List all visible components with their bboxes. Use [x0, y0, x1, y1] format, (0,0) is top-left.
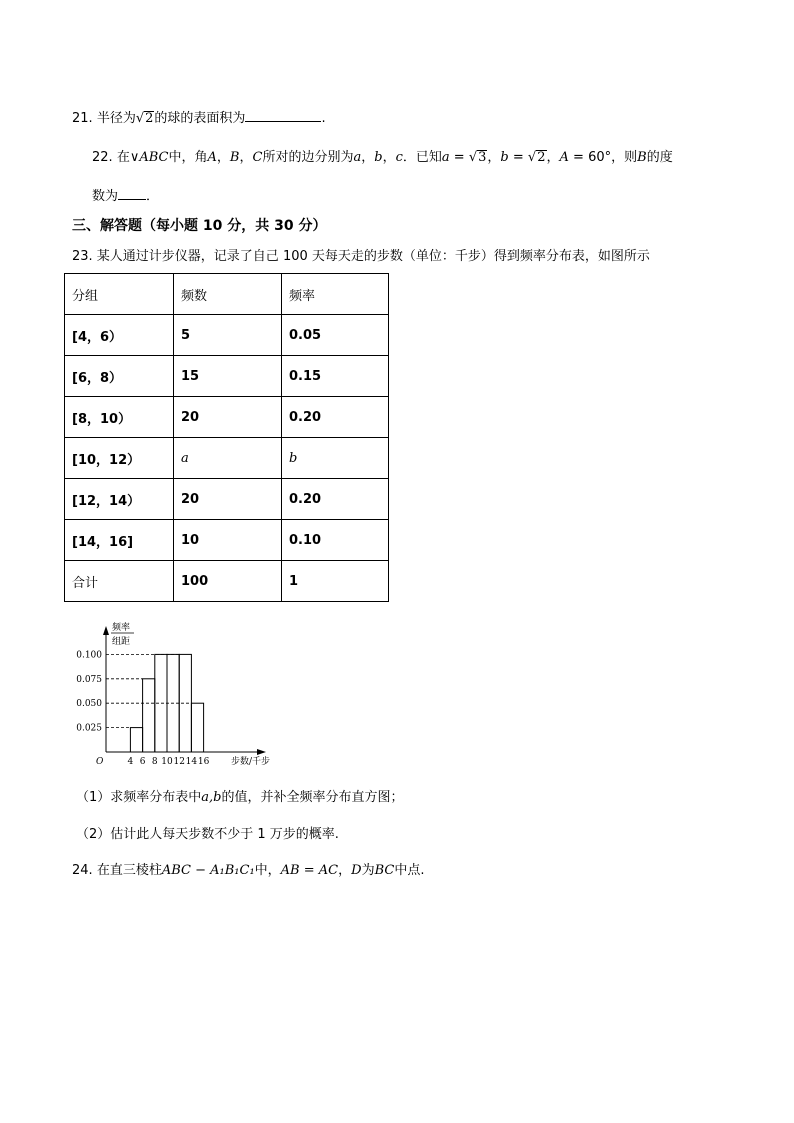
- x-tick-label: 10: [161, 757, 173, 767]
- table-cell: 合计: [65, 561, 174, 602]
- question-number: 24.: [72, 863, 93, 878]
- table-row: [65, 479, 389, 520]
- x-axis-label: 步数/千步: [231, 757, 271, 767]
- table-cell: b: [282, 438, 389, 479]
- question-23-intro: 23. 某人通过计步仪器，记录了自己 100 天每天走的步数（单位：千步）得到频率分布表，如图所示: [72, 249, 650, 264]
- table-cell: 0.10: [282, 520, 389, 561]
- table-header-cell: 分组: [65, 274, 174, 315]
- y-axis-label-top: 频率: [112, 623, 131, 633]
- frequency-histogram: [66, 616, 286, 772]
- y-tick-label: 0.025: [76, 723, 102, 734]
- question-23-part-1: （1）求频率分布表中a,b的值，并补全频率分布直方图；: [76, 790, 404, 805]
- question-21: 21. 半径为√2的球的表面积为 .: [72, 108, 326, 128]
- question-23-part-2: （2）估计此人每天步数不少于 1 万步的概率.: [76, 827, 339, 842]
- table-row: [65, 438, 389, 479]
- frequency-table: [64, 273, 389, 602]
- question-number: 21.: [72, 111, 93, 126]
- table-row: [65, 315, 389, 356]
- histogram-bar: [130, 728, 142, 752]
- histogram-bar: [143, 679, 155, 752]
- table-cell: 0.05: [282, 315, 389, 356]
- table-cell: 15: [174, 356, 282, 397]
- sqrt-expression: √2: [527, 150, 546, 165]
- table-cell: [12，14）: [65, 479, 174, 520]
- table-cell: 100: [174, 561, 282, 602]
- x-tick-label: 6: [139, 757, 146, 767]
- table-header-row: [65, 274, 389, 315]
- question-text: 半径为: [96, 111, 136, 126]
- table-cell: 0.20: [282, 479, 389, 520]
- y-tick-label: 0.100: [76, 650, 102, 661]
- question-22-line-1: 22. 在∨ABC中，角A，B，C所对的边分别为a，b，c．已知a = √3，b = √2，A = 60°，则B的度: [92, 150, 673, 165]
- table-row: [65, 397, 389, 438]
- y-axis-label-bottom: 组距: [112, 637, 131, 647]
- table-cell: [4，6）: [65, 315, 174, 356]
- table-cell: [6，8）: [65, 356, 174, 397]
- x-tick-label: 16: [197, 757, 210, 767]
- table-cell: 5: [174, 315, 282, 356]
- sqrt-expression: √2: [135, 111, 154, 126]
- table-row: [65, 356, 389, 397]
- y-tick-label: 0.075: [76, 674, 102, 685]
- question-24: 24. 在直三棱柱ABC − A₁B₁C₁中，AB = AC，D为BC中点.: [72, 863, 425, 878]
- answer-blank[interactable]: [245, 108, 321, 122]
- x-tick-label: 4: [127, 757, 134, 767]
- table-cell: 20: [174, 479, 282, 520]
- section-heading: 三、解答题（每小题 10 分，共 30 分）: [72, 218, 327, 234]
- table-cell: 0.20: [282, 397, 389, 438]
- question-number: 22.: [92, 150, 113, 165]
- question-22-line-2: 数为 ．: [92, 186, 159, 206]
- table-cell: [8，10）: [65, 397, 174, 438]
- y-axis-arrow: [103, 626, 109, 635]
- table-cell: [10，12）: [65, 438, 174, 479]
- histogram-bar: [191, 703, 203, 752]
- x-tick-label: 14: [185, 757, 198, 767]
- table-cell: a: [174, 438, 282, 479]
- question-text: 的球的表面积为: [154, 111, 246, 126]
- table-header-cell: 频数: [174, 274, 282, 315]
- sqrt-expression: √3: [468, 150, 487, 165]
- table-row: [65, 520, 389, 561]
- x-axis-arrow: [257, 749, 266, 755]
- table-cell: 0.15: [282, 356, 389, 397]
- answer-blank[interactable]: [118, 186, 146, 200]
- x-tick-label: 8: [151, 757, 158, 767]
- table-header-cell: 频率: [282, 274, 389, 315]
- y-tick-label: 0.050: [76, 699, 102, 710]
- table-cell: 10: [174, 520, 282, 561]
- table-row: [65, 561, 389, 602]
- table-cell: [14，16]: [65, 520, 174, 561]
- table-cell: 20: [174, 397, 282, 438]
- table-cell: 1: [282, 561, 389, 602]
- origin-label: O: [96, 757, 104, 767]
- triangle-symbol: ∨: [129, 150, 140, 165]
- x-tick-label: 12: [173, 757, 185, 767]
